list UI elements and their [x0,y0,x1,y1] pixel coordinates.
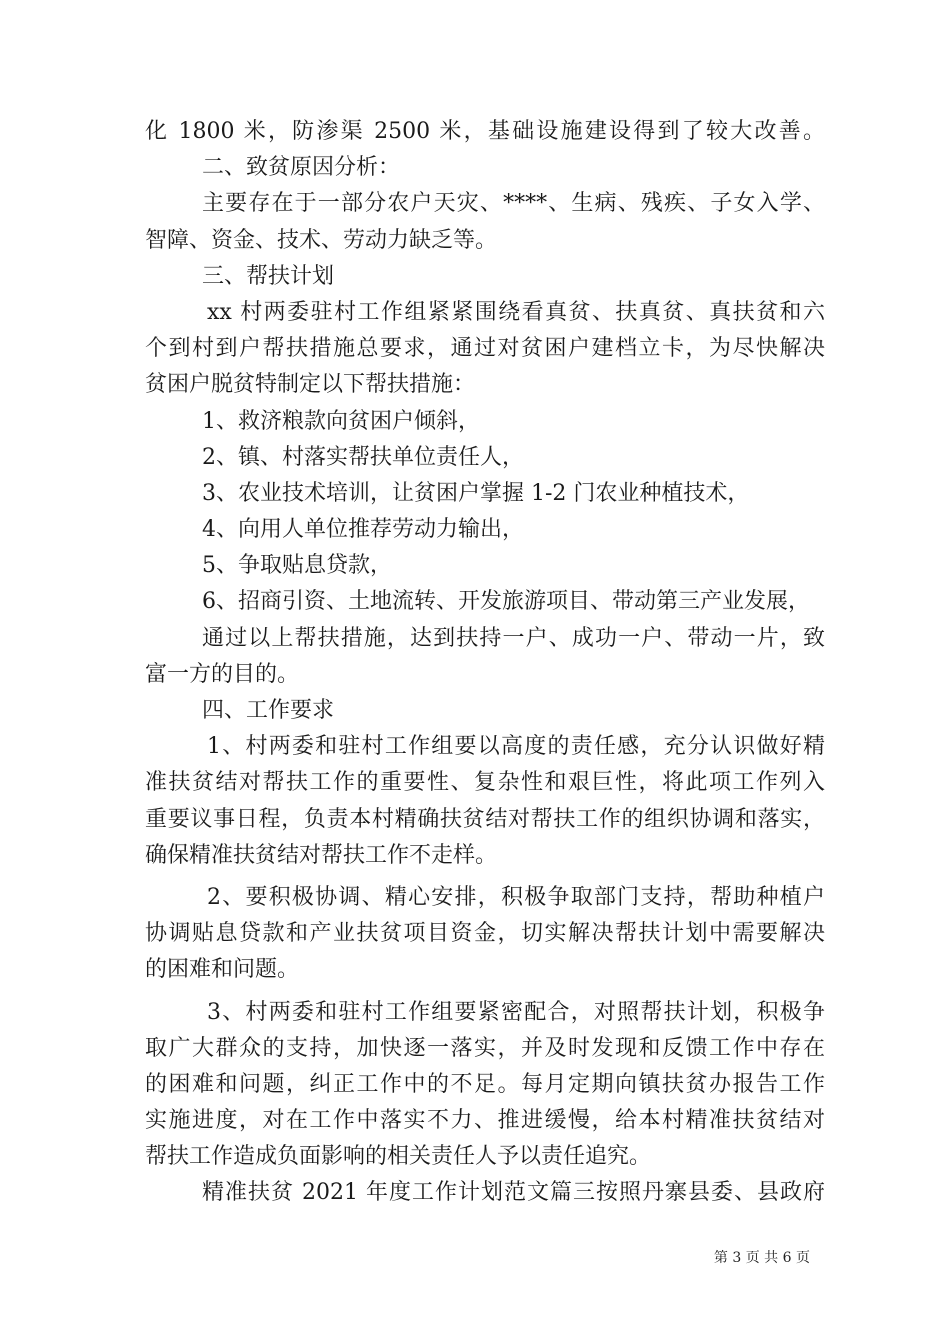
paragraph-line: xx 村两委驻村工作组紧紧围绕看真贫、扶真贫、真扶贫和六 [207,299,825,325]
list-item: 4、向用人单位推荐劳动力输出， [202,517,524,543]
paragraph-line: 3、村两委和驻村工作组要紧密配合，对照帮扶计划，积极争 [207,999,825,1025]
paragraph-line: 1、村两委和驻村工作组要以高度的责任感，充分认识做好精 [207,734,825,760]
paragraph-line: 实施进度，对在工作中落实不力、推进缓慢，给本村精准扶贫结对 [145,1108,825,1134]
paragraph-line: 重要议事日程，负责本村精确扶贫结对帮扶工作的组织协调和落实， [145,806,825,832]
paragraph-line: 确保精准扶贫结对帮扶工作不走样。 [145,842,498,868]
paragraph-line: 的困难和问题，纠正工作中的不足。每月定期向镇扶贫办报告工作 [145,1071,825,1097]
list-item: 1、救济粮款向贫困户倾斜， [202,408,480,434]
paragraph-line: 精准扶贫 2021 年度工作计划范文篇三按照丹寨县委、县政府 [202,1180,825,1206]
paragraph-line: 协调贴息贷款和产业扶贫项目资金，切实解决帮扶计划中需要解决 [145,921,825,947]
paragraph-line: 帮扶工作造成负面影响的相关责任人予以责任追究。 [145,1144,652,1170]
document-body [145,114,825,1212]
paragraph-line: 取广大群众的支持，加快逐一落实，并及时发现和反馈工作中存在 [145,1035,825,1061]
paragraph-line: 通过以上帮扶措施，达到扶持一户、成功一户、带动一片，致 [202,625,825,651]
paragraph-line: 2、要积极协调、精心安排，积极争取部门支持，帮助种植户 [207,884,825,910]
section-heading-plan: 三、帮扶计划 [202,263,335,289]
paragraph-line: 化 1800 米，防渗渠 2500 米，基础设施建设得到了较大改善。 [145,119,825,144]
paragraph-line: 个到村到户帮扶措施总要求，通过对贫困户建档立卡，为尽快解决 [145,336,825,362]
section-heading-requirements: 四、工作要求 [202,698,335,723]
list-item: 3、农业技术培训，让贫困户掌握 1-2 门农业种植技术， [202,480,750,506]
page-number: 第 3 页 共 6 页 [713,1250,810,1266]
list-item: 6、招商引资、土地流转、开发旅游项目、带动第三产业发展， [202,589,810,615]
paragraph-line: 富一方的目的。 [145,661,300,687]
paragraph-line: 智障、资金、技术、劳动力缺乏等。 [145,227,498,253]
paragraph-line: 主要存在于一部分农户天灾、****、生病、残疾、子女入学、 [202,191,825,217]
list-item: 2、镇、村落实帮扶单位责任人， [202,444,524,470]
list-item: 5、争取贴息贷款， [202,553,392,579]
paragraph-line: 准扶贫结对帮扶工作的重要性、复杂性和艰巨性，将此项工作列入 [145,770,825,796]
section-heading-causes: 二、致贫原因分析： [202,155,401,181]
paragraph-line: 贫困户脱贫特制定以下帮扶措施： [145,372,476,398]
paragraph-line: 的困难和问题。 [145,957,300,983]
